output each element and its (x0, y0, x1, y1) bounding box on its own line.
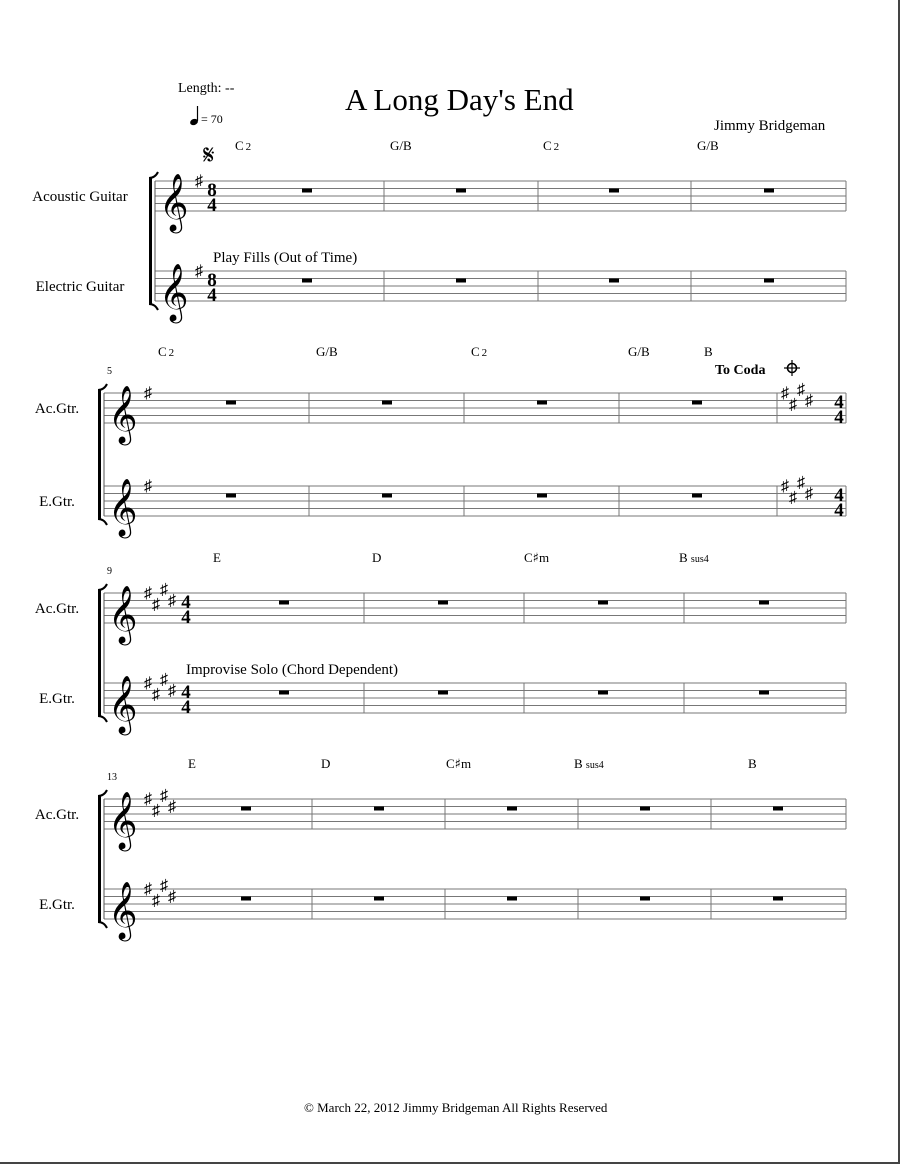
sharp-icon: ♯ (781, 385, 789, 402)
whole-rest (302, 189, 312, 193)
system-bracket (98, 390, 101, 519)
sharp-icon: ♯ (781, 478, 789, 495)
whole-rest (374, 807, 384, 811)
whole-rest (374, 897, 384, 901)
whole-rest (598, 691, 608, 695)
whole-rest (302, 279, 312, 283)
whole-rest (226, 494, 236, 498)
treble-clef-icon: 𝄞 (159, 264, 189, 320)
sharp-icon: ♯ (144, 385, 152, 402)
whole-rest (609, 279, 619, 283)
time-signature-top: 4 (834, 485, 844, 506)
whole-rest (773, 897, 783, 901)
whole-rest (241, 807, 251, 811)
whole-rest (241, 897, 251, 901)
sharp-icon: ♯ (805, 485, 813, 503)
expression-text: Improvise Solo (Chord Dependent) (186, 662, 399, 678)
staff-acoustic-guitar (104, 799, 846, 829)
instrument-name-acoustic: Ac.Gtr. (34, 401, 80, 417)
bracket-hook (98, 519, 107, 525)
chord-symbol: G/B (697, 138, 719, 153)
chord-symbol: C♯m (524, 550, 550, 566)
bracket-hook (98, 790, 107, 796)
chord-symbol: B (748, 756, 757, 771)
whole-rest (456, 189, 466, 193)
time-signature-top: 8 (207, 270, 217, 291)
expression-text: Play Fills (Out of Time) (213, 250, 358, 266)
instrument-name-electric: E.Gtr. (39, 691, 75, 707)
time-signature-bottom: 4 (181, 607, 191, 628)
chord-symbol: G/B (316, 344, 338, 359)
chord-symbol: D (321, 756, 331, 771)
system-bracket (98, 590, 101, 716)
whole-rest (764, 279, 774, 283)
whole-rest (382, 401, 392, 405)
bracket-hook (98, 384, 107, 390)
sharp-icon: ♯ (144, 881, 152, 898)
chord-symbol: B sus4 (679, 550, 709, 565)
time-signature-top: 4 (181, 682, 191, 703)
sharp-icon: ♯ (797, 381, 805, 399)
system-bracket (149, 178, 152, 304)
whole-rest (438, 601, 448, 605)
sharp-icon: ♯ (152, 596, 160, 614)
treble-clef-icon: 𝄞 (108, 386, 138, 442)
sharp-icon: ♯ (168, 798, 176, 816)
staff-acoustic-guitar (155, 181, 846, 211)
time-signature-bottom: 4 (834, 500, 844, 521)
time-signature-bottom: 4 (181, 697, 191, 718)
staff-electric-guitar (155, 271, 846, 301)
chord-symbol: E (213, 550, 221, 565)
sharp-icon: ♯ (160, 877, 168, 895)
whole-rest (507, 897, 517, 901)
treble-clef-icon: 𝄞 (159, 174, 189, 230)
chord-symbol: C 2 (158, 344, 175, 359)
chord-symbol: B sus4 (574, 756, 604, 771)
time-signature-bottom: 4 (834, 407, 844, 428)
time-signature-bottom: 4 (207, 285, 217, 306)
composer: Jimmy Bridgeman (714, 118, 826, 134)
whole-rest (692, 401, 702, 405)
instrument-name-electric: Electric Guitar (35, 279, 125, 295)
whole-rest (640, 807, 650, 811)
sharp-icon: ♯ (789, 396, 797, 414)
sharp-icon: ♯ (152, 892, 160, 910)
treble-clef-icon: 𝄞 (108, 792, 138, 848)
chord-symbol: G/B (628, 344, 650, 359)
whole-rest (279, 691, 289, 695)
whole-rest (507, 807, 517, 811)
sharp-icon: ♯ (168, 592, 176, 610)
to-coda-label: To Coda (715, 363, 766, 378)
whole-rest (764, 189, 774, 193)
whole-rest (537, 494, 547, 498)
staff-electric-guitar (104, 683, 846, 713)
bracket-hook (98, 584, 107, 590)
whole-rest (759, 601, 769, 605)
length-label: Length: -- (178, 81, 235, 96)
instrument-name-electric: E.Gtr. (39, 494, 75, 510)
chord-symbol: D (372, 550, 382, 565)
whole-rest (759, 691, 769, 695)
sharp-icon: ♯ (168, 888, 176, 906)
whole-rest (598, 601, 608, 605)
treble-clef-icon: 𝄞 (108, 676, 138, 732)
sharp-icon: ♯ (160, 581, 168, 599)
bracket-hook (149, 304, 158, 310)
segno-icon: 𝄋 (203, 140, 215, 170)
staff-acoustic-guitar (104, 593, 846, 623)
sharp-icon: ♯ (195, 263, 203, 280)
sharp-icon: ♯ (160, 787, 168, 805)
whole-rest (537, 401, 547, 405)
chord-symbol: B (704, 344, 713, 359)
whole-rest (456, 279, 466, 283)
sharp-icon: ♯ (152, 686, 160, 704)
sharp-icon: ♯ (789, 489, 797, 507)
sharp-icon: ♯ (797, 474, 805, 492)
sharp-icon: ♯ (168, 682, 176, 700)
staff-electric-guitar (104, 486, 846, 516)
chord-symbol: E (188, 756, 196, 771)
whole-rest (279, 601, 289, 605)
time-signature-top: 4 (834, 392, 844, 413)
page-title: A Long Day's End (345, 82, 574, 117)
sharp-icon: ♯ (144, 478, 152, 495)
bracket-hook (149, 172, 158, 178)
tempo-value: = 70 (201, 112, 223, 126)
staff-acoustic-guitar (104, 393, 846, 423)
chord-symbol: C 2 (471, 344, 488, 359)
system-bracket (98, 796, 101, 922)
instrument-name-acoustic: Ac.Gtr. (34, 601, 80, 617)
whole-rest (609, 189, 619, 193)
staff-electric-guitar (104, 889, 846, 919)
whole-rest (438, 691, 448, 695)
sharp-icon: ♯ (144, 585, 152, 602)
chord-symbol: C 2 (235, 138, 252, 153)
whole-rest (692, 494, 702, 498)
measure-number: 9 (107, 566, 112, 577)
whole-rest (640, 897, 650, 901)
sharp-icon: ♯ (152, 802, 160, 820)
treble-clef-icon: 𝄞 (108, 882, 138, 938)
treble-clef-icon: 𝄞 (108, 586, 138, 642)
sharp-icon: ♯ (144, 675, 152, 692)
time-signature-top: 8 (207, 180, 217, 201)
copyright-footer: © March 22, 2012 Jimmy Bridgeman All Rights Reserved (304, 1100, 608, 1115)
chord-symbol: C♯m (446, 756, 472, 772)
whole-rest (226, 401, 236, 405)
instrument-name-acoustic: Acoustic Guitar (32, 189, 128, 205)
whole-rest (382, 494, 392, 498)
treble-clef-icon: 𝄞 (108, 479, 138, 535)
chord-symbol: G/B (390, 138, 412, 153)
time-signature-bottom: 4 (207, 195, 217, 216)
measure-number: 13 (107, 772, 117, 783)
measure-number: 5 (107, 366, 112, 377)
sharp-icon: ♯ (805, 392, 813, 410)
bracket-hook (98, 716, 107, 722)
sharp-icon: ♯ (160, 671, 168, 689)
bracket-hook (98, 922, 107, 928)
instrument-name-acoustic: Ac.Gtr. (34, 807, 80, 823)
instrument-name-electric: E.Gtr. (39, 897, 75, 913)
time-signature-top: 4 (181, 592, 191, 613)
sharp-icon: ♯ (144, 791, 152, 808)
chord-symbol: C 2 (543, 138, 560, 153)
sharp-icon: ♯ (195, 173, 203, 190)
whole-rest (773, 807, 783, 811)
